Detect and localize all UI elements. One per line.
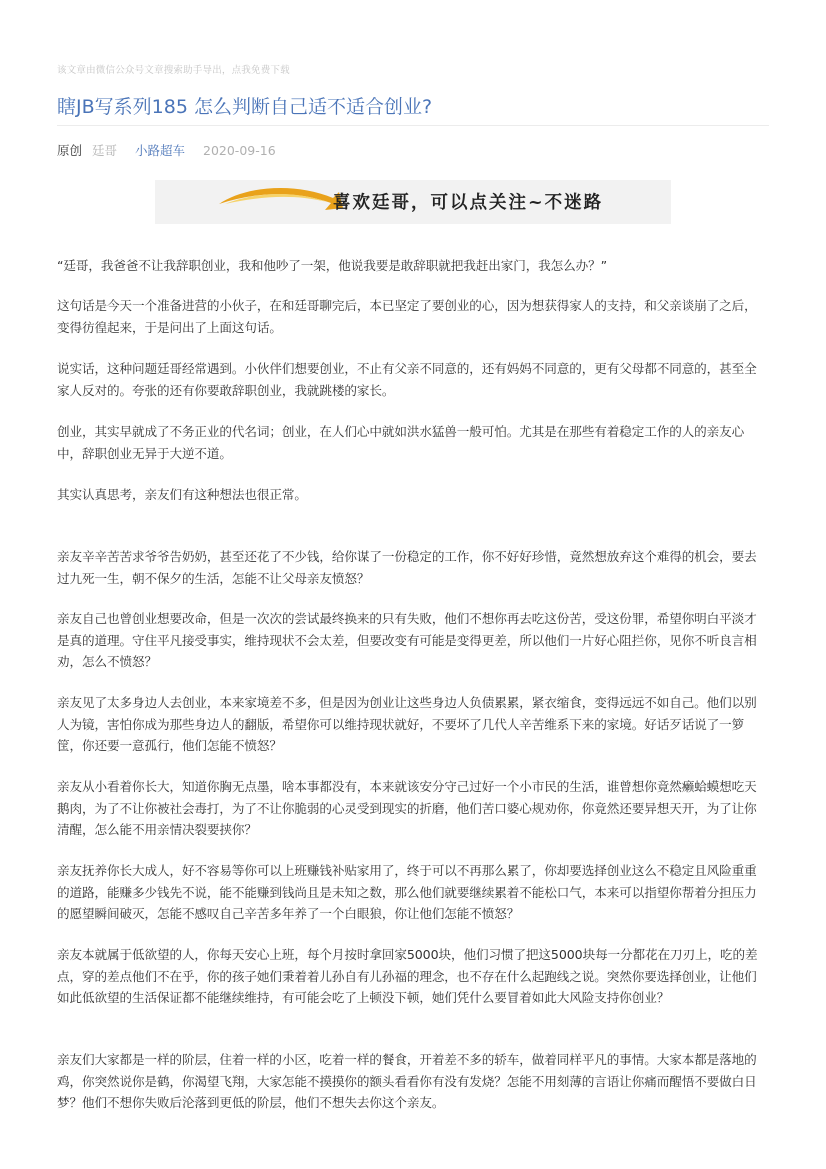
export-notice-link[interactable]: 该文章由微信公众号文章搜索助手导出，点我免费下载 [57,65,290,76]
paragraph: 亲友本就属于低欲望的人，你每天安心上班，每个月按时拿回家5000块，他们习惯了把这5000块每一分都花在刀刃上，吃的差点，穿的差点他们不在乎，你的孩子她们秉着着儿孙自有儿孙福的理念，也不存在什么起跑线之说。突然你要选择创业，让他们如此低欲望的生活保证都不能继续维持，有可能会吃了上顿没下顿，她们凭什么要冒着如此大风险支持你创业？ [57,947,758,1005]
paragraph: 亲友辛辛苦苦求爷爷告奶奶，甚至还花了不少钱，给你谋了一份稳定的工作，你不好好珍惜，竟然想放弃这个难得的机会，要去过九死一生，朝不保夕的生活，怎能不让父母亲友愤怒？ [57,549,757,586]
original-label: 原创 [57,143,83,158]
title-divider [57,125,769,126]
article-title: 瞎JB写系列185 怎么判断自己适不适合创业? [57,96,433,118]
paragraph: 亲友们大家都是一样的阶层，住着一样的小区，吃着一样的餐食，开着差不多的轿车，做着同样平凡的事情。大家本都是落地的鸡，你突然说你是鹤，你渴望飞翔，大家怎能不摸摸你的额头看看你有没有发烧？怎能不用刻薄的言语让你痛而醒悟不要做白日梦？他们不想你失败后沦落到更低的阶层，他们不想失去你这个亲友。 [57,1052,757,1110]
paragraph: 亲友从小看着你长大，知道你胸无点墨，啥本事都没有，本来就该安分守己过好一个小市民的生活，谁曾想你竟然癞蛤蟆想吃天鹅肉，为了不让你被社会毒打，为了不让你脆弱的心灵受到现实的折磨，他们苦口婆心规劝你，你竟然还要异想天开，为了让你清醒，怎么能不用亲情决裂要挟你？ [57,779,757,837]
paragraph: 亲友自己也曾创业想要改命，但是一次次的尝试最终换来的只有失败，他们不想你再去吃这份苦，受这份罪，希望你明白平淡才是真的道理。守住平凡接受事实，维持现状不会太差，但要改变有可能是变得更差，所以他们一片好心阻拦你，见你不听良言相劝，怎么不愤怒？ [57,611,757,669]
paragraph: 其实认真思考，亲友们有这种想法也很正常。 [57,487,307,502]
paragraph: “廷哥，我爸爸不让我辞职创业，我和他吵了一架，他说我要是敢辞职就把我赶出家门，我怎么办？” [57,258,608,273]
paragraph: 亲友抚养你长大成人，好不容易等你可以上班赚钱补贴家用了，终于可以不再那么累了，你却要选择创业这么不稳定且风险重重的道路，能赚多少钱先不说，能不能赚到钱尚且是未知之数，那么他们就要继续累着不能松口气，本来可以指望你帮着分担压力的愿望瞬间破灭，怎能不感叹自己辛苦多年养了一个白眼狼，你让他们怎能不愤怒？ [57,863,757,921]
publish-date: 2020-09-16 [203,143,276,158]
paragraph: 这句话是今天一个准备进营的小伙子，在和廷哥聊完后，本已坚定了要创业的心，因为想获得家人的支持，和父亲谈崩了之后，变得彷徨起来，于是问出了上面这句话。 [57,298,757,335]
paragraph: 创业，其实早就成了不务正业的代名词；创业，在人们心中就如洪水猛兽一般可怕。尤其是在那些有着稳定工作的人的亲友心中，辞职创业无异于大逆不道。 [57,424,745,461]
follow-banner [155,180,671,224]
follow-banner-text: 喜欢廷哥，可以点关注~不迷路 [333,193,604,213]
paragraph: 说实话，这种问题廷哥经常遇到。小伙伴们想要创业，不止有父亲不同意的，还有妈妈不同意的，更有父母都不同意的，甚至全家人反对的。夸张的还有你要敢辞职创业，我就跳楼的家长。 [57,361,757,398]
account-link[interactable]: 小路超车 [135,143,186,158]
author-name: 廷哥 [92,143,118,158]
article-meta [57,141,276,159]
paragraph: 亲友见了太多身边人去创业，本来家境差不多，但是因为创业让这些身边人负债累累，紧衣缩食，变得远远不如自己。他们以别人为镜，害怕你成为那些身边人的翻版，希望你可以维持现状就好，不要坏了几代人辛苦维系下来的家境。好话歹话说了一箩筐，你还要一意孤行，他们怎能不愤怒？ [57,695,757,753]
swoosh-arrow-icon [215,182,345,222]
